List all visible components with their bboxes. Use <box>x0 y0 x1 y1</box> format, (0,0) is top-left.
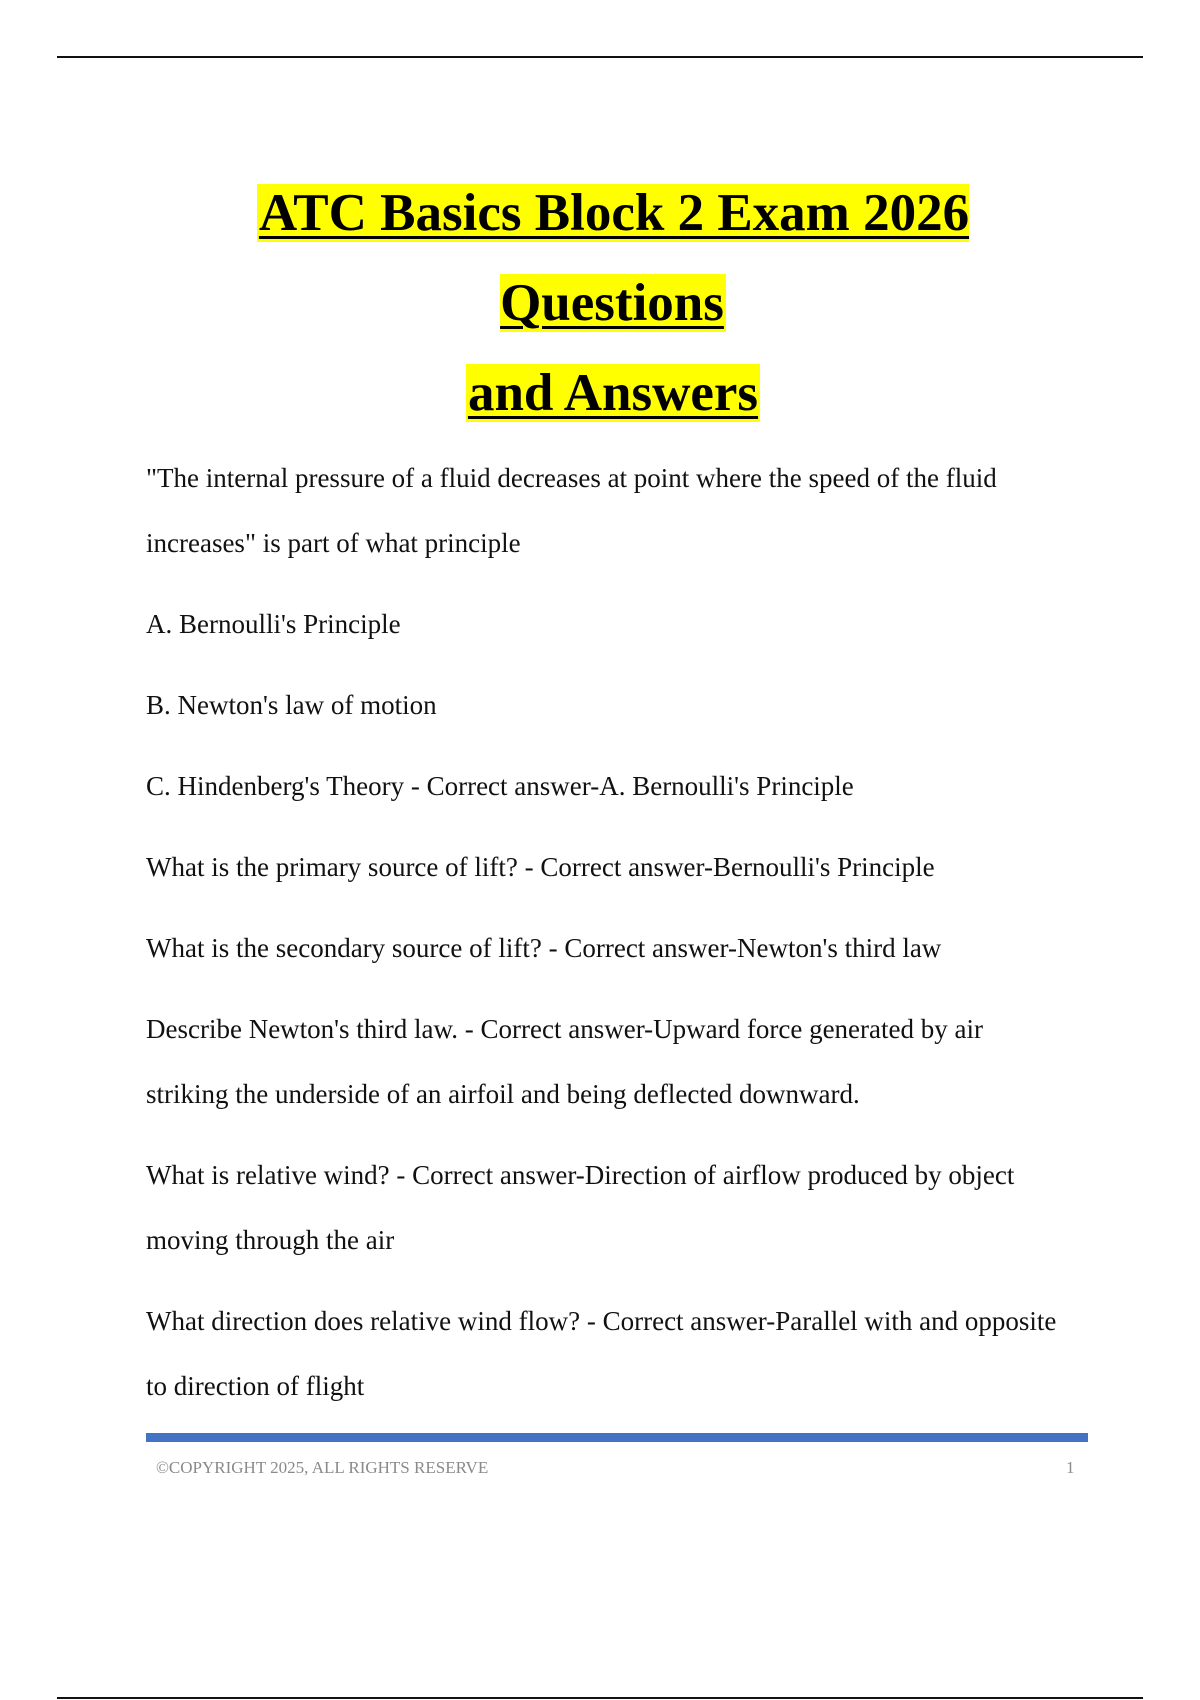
question-relative-wind: What is relative wind? - Correct answer-Direction of airflow produced by object moving through the air <box>146 1160 1015 1255</box>
option-b: B. Newton's law of motion <box>146 690 437 720</box>
question-newtons-third-law: Describe Newton's third law. - Correct answer-Upward force generated by air striking the underside of an airfoil and being deflected downward. <box>146 1014 983 1109</box>
title-line-1: ATC Basics Block 2 Exam 2026 Questions <box>258 184 970 332</box>
question-primary-lift: What is the primary source of lift? - Correct answer-Bernoulli's Principle <box>146 852 935 882</box>
footer-copyright: ©COPYRIGHT 2025, ALL RIGHTS RESERVE <box>156 1458 489 1477</box>
page-number: 1 <box>1066 1458 1075 1477</box>
title-line-2: and Answers <box>467 364 759 422</box>
question-secondary-lift: What is the secondary source of lift? - Correct answer-Newton's third law <box>146 933 942 963</box>
option-c-answer: C. Hindenberg's Theory - Correct answer-A. Bernoulli's Principle <box>146 771 854 801</box>
footer-bar <box>146 1433 1088 1442</box>
document-body <box>146 446 1066 1435</box>
bottom-border-rule <box>57 1697 1143 1699</box>
top-border-rule <box>57 56 1143 58</box>
option-a: A. Bernoulli's Principle <box>146 609 401 639</box>
question-relative-wind-direction: What direction does relative wind flow? - Correct answer-Parallel with and opposite to direction of flight <box>146 1306 1057 1401</box>
document-title <box>140 168 1086 438</box>
question-bernoulli-prompt: "The internal pressure of a fluid decreases at point where the speed of the fluid increases" is part of what principle <box>146 463 997 558</box>
